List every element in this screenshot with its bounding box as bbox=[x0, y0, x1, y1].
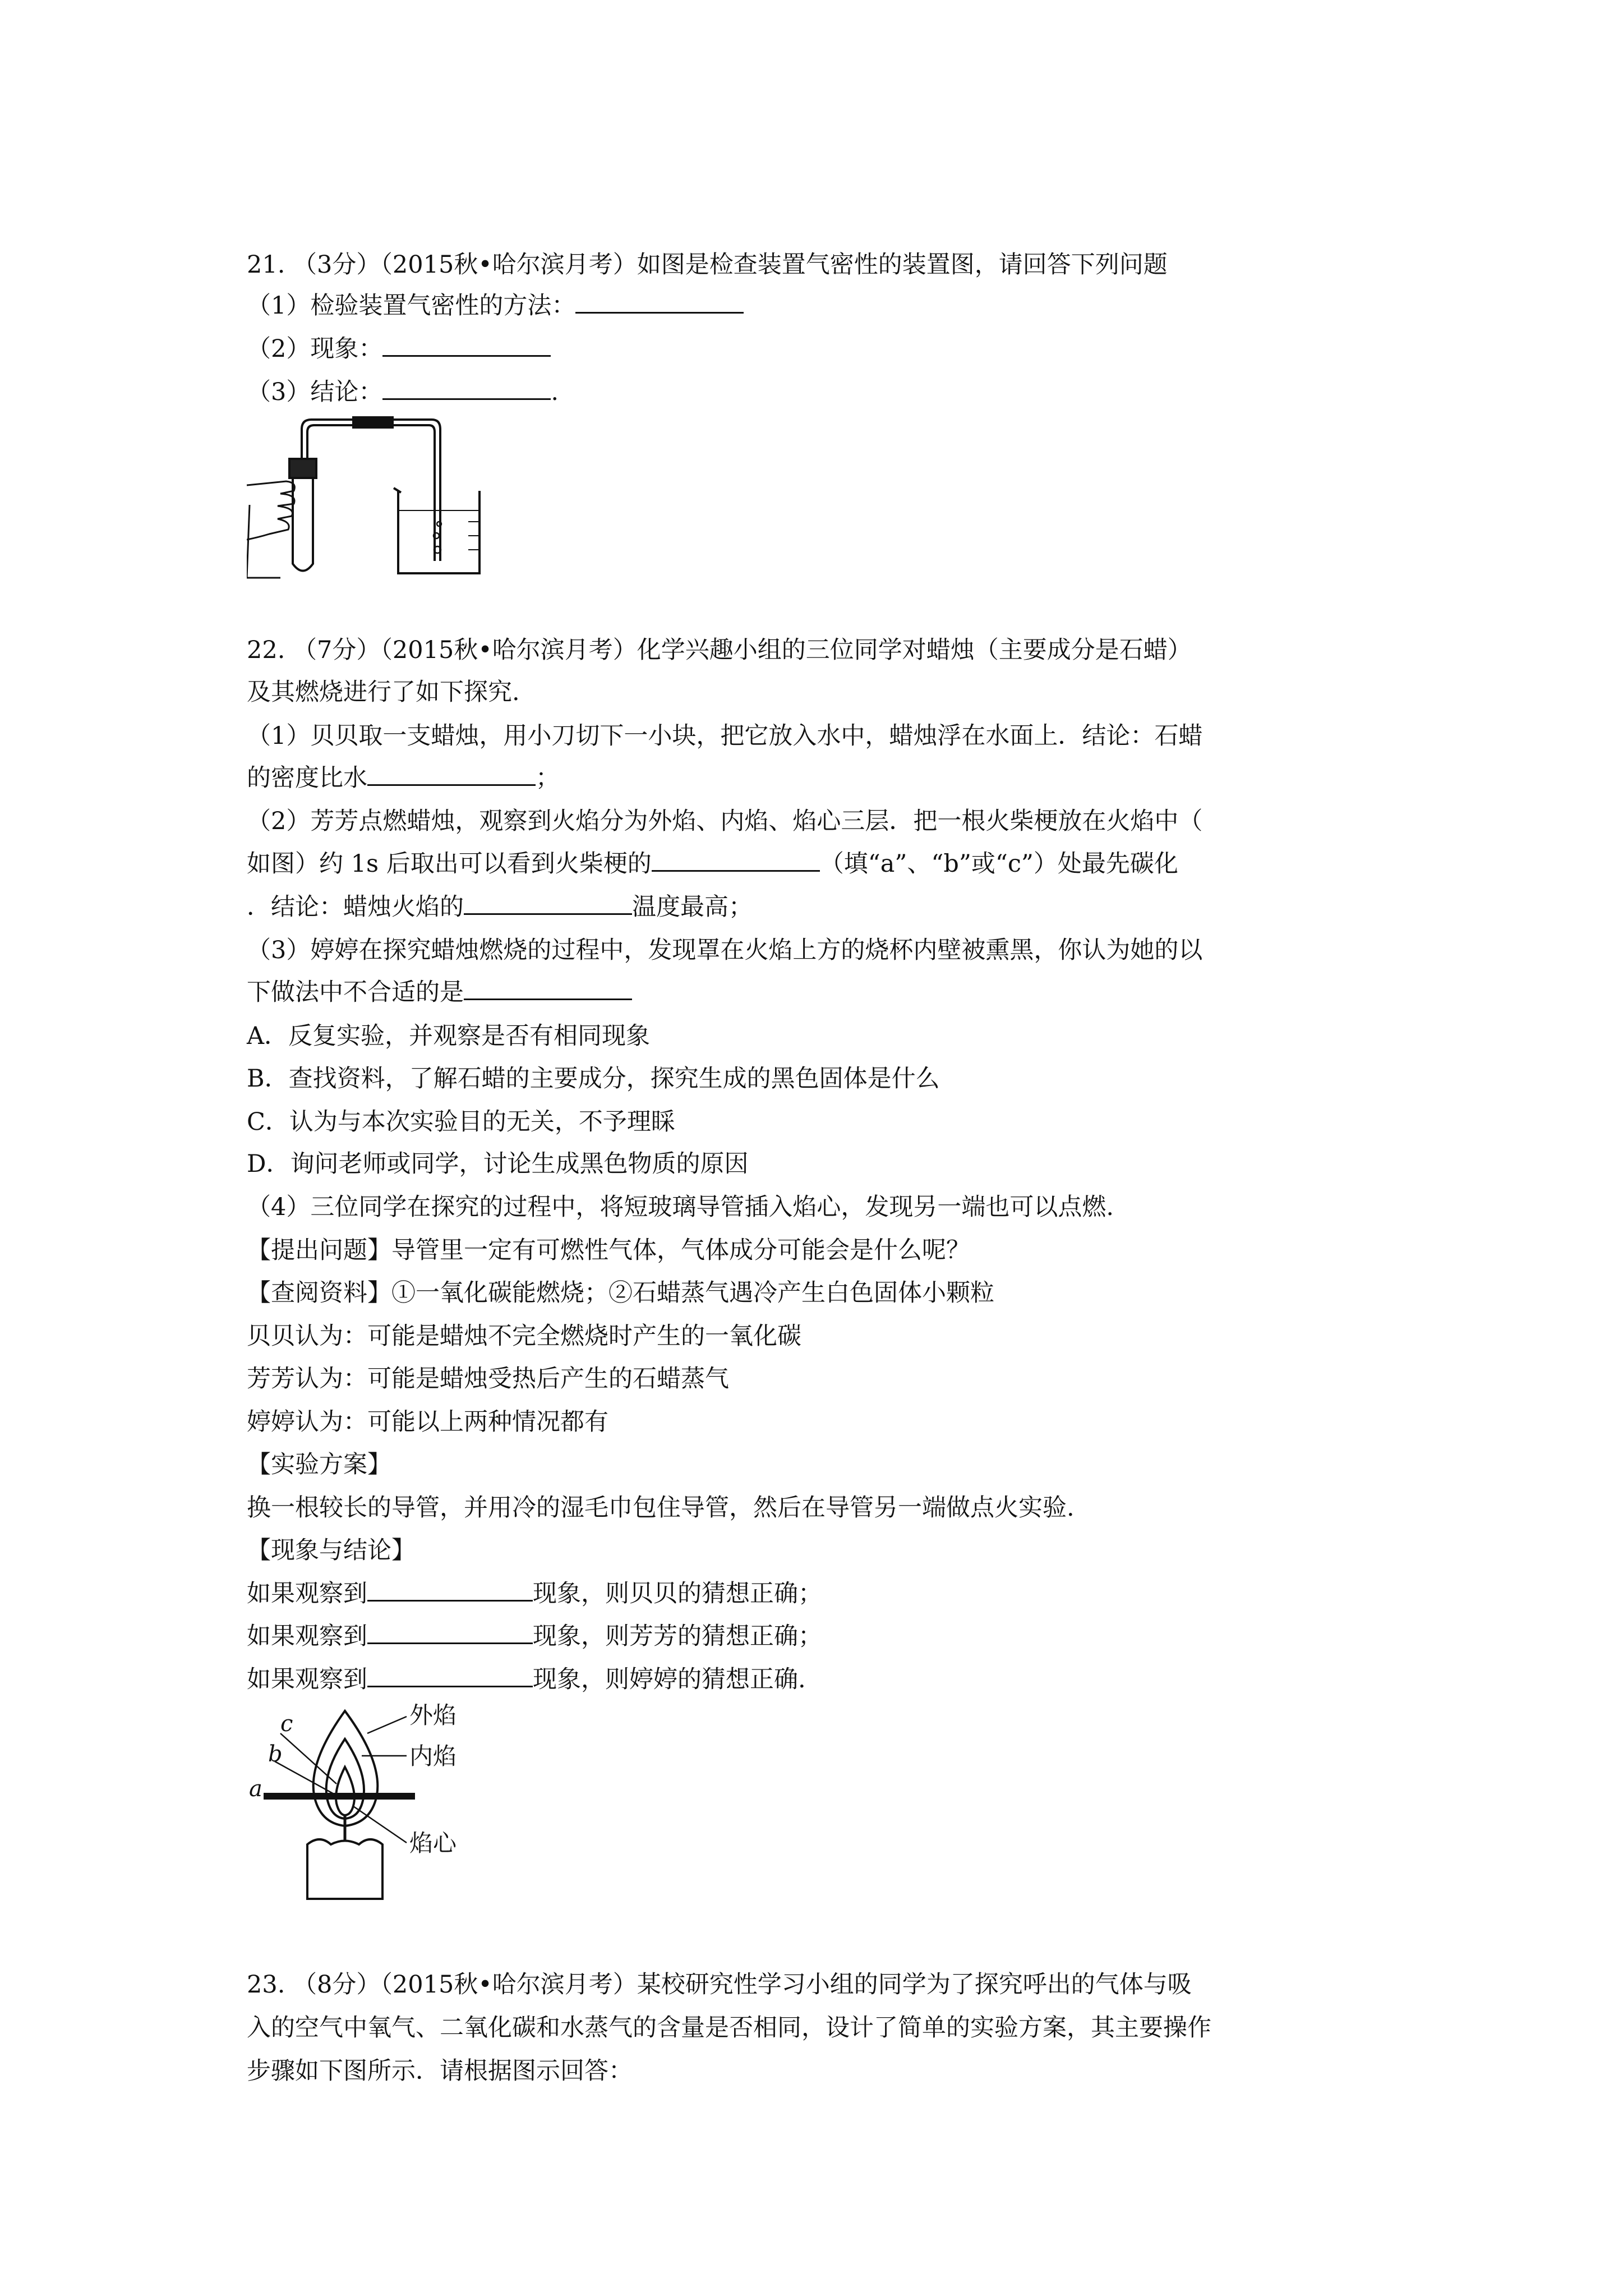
q23-line1: 23. （8分）（2015秋•哈尔滨月考）某校研究性学习小组的同学为了探究呼出的气体与吸 bbox=[247, 1971, 1192, 1999]
q22-part2-line3: ．结论：蜡烛火焰的 温度最高； bbox=[247, 890, 753, 924]
matchstick bbox=[264, 1793, 415, 1800]
q22-plan: 换一根较长的导管，并用冷的湿毛巾包住导管，然后在导管另一端做点火实验. bbox=[247, 1494, 1075, 1522]
label-c: c bbox=[280, 1711, 293, 1737]
answer-blank[interactable] bbox=[652, 848, 820, 872]
q22-part4: （4）三位同学在探究的过程中，将短玻璃导管插入焰心，发现另一端也可以点燃. bbox=[247, 1193, 1114, 1221]
q21-header: 21. （3分）（2015秋•哈尔滨月考）如图是检查装置气密性的装置图，请回答下列问题 bbox=[247, 251, 1168, 279]
q21-part3: （3）结论： . bbox=[247, 375, 559, 409]
q22-option-c: C．认为与本次实验目的无关，不予理睬 bbox=[247, 1108, 675, 1136]
q22-part3-line1: （3）婷婷在探究蜡烛燃烧的过程中，发现罩在火焰上方的烧杯内壁被熏黑，你认为她的以 bbox=[247, 936, 1203, 964]
q22-result-3: 如果观察到 现象，则婷婷的猜想正确. bbox=[247, 1663, 806, 1696]
answer-blank[interactable] bbox=[367, 1577, 533, 1602]
answer-blank[interactable] bbox=[382, 333, 551, 357]
candle-flame-figure bbox=[247, 1700, 482, 1907]
q22-option-d: D．询问老师或同学，讨论生成黑色物质的原因 bbox=[247, 1150, 749, 1178]
q22-part1-line1: （1）贝贝取一支蜡烛，用小刀切下一小块，把它放入水中，蜡烛浮在水面上．结论：石蜡 bbox=[247, 722, 1203, 750]
q22-option-a: A．反复实验，并观察是否有相同现象 bbox=[247, 1022, 651, 1050]
q23-line3: 步骤如下图所示．请根据图示回答： bbox=[247, 2057, 633, 2085]
answer-blank[interactable] bbox=[382, 376, 551, 400]
label-inner-flame: 内焰 bbox=[409, 1742, 457, 1770]
q22-part2-line1: （2）芳芳点燃蜡烛，观察到火焰分为外焰、内焰、焰心三层．把一根火柴梗放在火焰中（ bbox=[247, 807, 1203, 835]
answer-blank[interactable] bbox=[464, 976, 632, 1000]
q22-header-cont: 及其燃烧进行了如下探究. bbox=[247, 678, 520, 706]
q22-part1-line2: 的密度比水 ； bbox=[247, 761, 560, 795]
q22-option-b: B．查找资料，了解石蜡的主要成分，探究生成的黑色固体是什么 bbox=[247, 1065, 940, 1093]
q21-part2: （2）现象： bbox=[247, 332, 551, 366]
q22-part2-line2: 如图）约 1s 后取出可以看到火柴梗的 （填“a”、“b”或“c”）处最先碳化 bbox=[247, 847, 1178, 881]
q22-result-title: 【现象与结论】 bbox=[247, 1536, 416, 1565]
q22-result-2: 如果观察到 现象，则芳芳的猜想正确； bbox=[247, 1619, 822, 1653]
airtightness-apparatus-figure bbox=[247, 409, 482, 583]
label-flame-core: 焰心 bbox=[409, 1829, 457, 1857]
answer-blank[interactable] bbox=[367, 762, 536, 786]
q23-line2: 入的空气中氧气、二氧化碳和水蒸气的含量是否相同，设计了简单的实验方案，其主要操作 bbox=[247, 2014, 1211, 2042]
answer-blank[interactable] bbox=[367, 1620, 533, 1644]
q22-header: 22. （7分）（2015秋•哈尔滨月考）化学兴趣小组的三位同学对蜡烛（主要成分是石蜡） bbox=[247, 636, 1192, 664]
q22-plan-title: 【实验方案】 bbox=[247, 1451, 391, 1479]
q22-problem: 【提出问题】导管里一定有可燃性气体，气体成分可能会是什么呢？ bbox=[247, 1236, 970, 1264]
label-a: a bbox=[249, 1776, 262, 1802]
q22-result-1: 如果观察到 现象，则贝贝的猜想正确； bbox=[247, 1577, 822, 1611]
label-outer-flame: 外焰 bbox=[409, 1701, 457, 1729]
answer-blank[interactable] bbox=[575, 289, 744, 314]
q21-part1: （1）检验装置气密性的方法： bbox=[247, 289, 744, 323]
q22-fangfang: 芳芳认为：可能是蜡烛受热后产生的石蜡蒸气 bbox=[247, 1365, 729, 1393]
q22-tingting: 婷婷认为：可能以上两种情况都有 bbox=[247, 1408, 608, 1436]
answer-blank[interactable] bbox=[464, 891, 632, 915]
label-b: b bbox=[268, 1741, 283, 1767]
answer-blank[interactable] bbox=[367, 1663, 533, 1687]
q22-part3-line2: 下做法中不合适的是 bbox=[247, 976, 632, 1009]
q22-beibei: 贝贝认为：可能是蜡烛不完全燃烧时产生的一氧化碳 bbox=[247, 1322, 801, 1350]
q22-reference: 【查阅资料】①一氧化碳能燃烧；②石蜡蒸气遇冷产生白色固体小颗粒 bbox=[247, 1279, 994, 1307]
